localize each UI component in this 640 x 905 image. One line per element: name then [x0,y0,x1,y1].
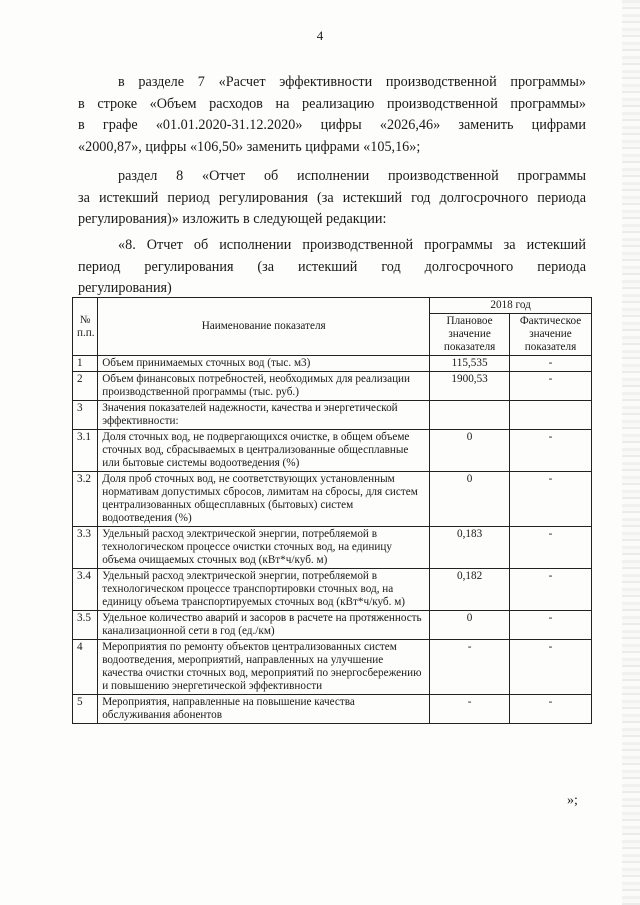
row-fact: - [510,372,592,401]
para2-line3: регулирования)» изложить в следующей редакции: [78,211,387,227]
row-num: 3.4 [73,569,98,611]
table-row [73,356,592,372]
row-num: 2 [73,372,98,401]
para1-line3: в графе «01.01.2020-31.12.2020» цифры «2026,46» заменить цифрами [78,117,586,133]
row-num: 5 [73,695,98,724]
paragraph-section8 [78,166,586,209]
para3-line2: период регулирования (за истекший год долгосрочного периода [78,258,586,275]
paragraph-section7-end [78,137,586,159]
row-plan: 0 [430,472,510,527]
closing-quote: »; [567,793,578,808]
row-fact: - [510,430,592,472]
header-year: 2018 год [430,298,592,314]
header-num: № п.п. [73,298,98,356]
page-number: 4 [316,28,324,43]
row-name: Мероприятия по ремонту объектов централизованных систем водоотведения, мероприятий, направленных на улучшение качества очистки сточных вод, мероприятий по энергосбережению и повышению энергетической эффективности [98,640,430,695]
table-row [73,569,592,611]
row-plan: 0 [430,430,510,472]
row-fact: - [510,472,592,527]
row-name: Объем финансовых потребностей, необходимых для реализации производственной программы (тыс. руб.) [98,372,430,401]
row-plan: 1900,53 [430,372,510,401]
para2-line2: за истекший период регулирования (за истекший год долгосрочного периода [78,189,586,206]
para1-line1: в разделе 7 «Расчет эффективности производственной программы» [118,74,586,90]
row-name: Мероприятия, направленные на повышение качества обслуживания абонентов [98,695,430,724]
table-row [73,430,592,472]
table-row [73,527,592,569]
table-row [73,401,592,430]
para1-line4: «2000,87», цифры «106,50» заменить цифрами «105,16»; [78,138,421,155]
row-num: 1 [73,356,98,372]
paragraph-report-title [78,235,586,278]
row-fact: - [510,640,592,695]
table-row [73,611,592,640]
row-num: 3 [73,401,98,430]
row-name: Удельное количество аварий и засоров в расчете на протяженность канализационной сети в год (ед./км) [98,611,430,640]
table-row [73,372,592,401]
header-row-1 [73,298,592,314]
row-name: Удельный расход электрической энергии, потребляемой в технологическом процессе очистки сточных вод, на единицу объема очищаемых сточных вод (кВт*ч/куб. м) [98,527,430,569]
row-name: Удельный расход электрической энергии, потребляемой в технологическом процессе транспортировки сточных вод, на единицу объема транспортируемых сточных вод (кВт*ч/куб. м) [98,569,430,611]
row-plan: 0 [430,611,510,640]
report-table [72,297,592,724]
row-plan [430,401,510,430]
header-fact: Фактическое значение показателя [510,314,592,356]
para3-line1: «8. Отчет об исполнении производственной программы за истекший [118,237,586,253]
row-num: 3.2 [73,472,98,527]
row-plan: 0,182 [430,569,510,611]
para2-line1: раздел 8 «Отчет об исполнении производственной программы [118,168,586,184]
row-name: Доля сточных вод, не подвергающихся очистке, в общем объеме сточных вод, сбрасываемых в централизованные общесплавные или бытовые системы водоотведения (%) [98,430,430,472]
row-fact: - [510,356,592,372]
row-name: Объем принимаемых сточных вод (тыс. м3) [98,356,430,372]
para1-line2: в строке «Объем расходов на реализацию производственной программы» [78,95,586,112]
row-num: 4 [73,640,98,695]
row-num: 3.1 [73,430,98,472]
row-fact: - [510,695,592,724]
row-plan: 115,535 [430,356,510,372]
para3-line3: регулирования) [78,280,172,296]
header-plan: Плановое значение показателя [430,314,510,356]
paragraph-section8-end [78,209,586,231]
row-name: Доля проб сточных вод, не соответствующих установленным нормативам допустимых сбросов, лимитам на сбросы, для систем централизованных общесплавных (бытовых) систем водоотведения (%) [98,472,430,527]
row-fact: - [510,569,592,611]
row-plan: - [430,640,510,695]
row-num: 3.3 [73,527,98,569]
row-plan: - [430,695,510,724]
row-fact [510,401,592,430]
table-row [73,472,592,527]
table-row [73,695,592,724]
row-fact: - [510,611,592,640]
table-row [73,640,592,695]
row-fact: - [510,527,592,569]
paragraph-section7 [78,72,586,137]
row-num: 3.5 [73,611,98,640]
scan-edge [622,0,640,905]
row-name: Значения показателей надежности, качества и энергетической эффективности: [98,401,430,430]
row-plan: 0,183 [430,527,510,569]
header-name: Наименование показателя [98,298,430,356]
